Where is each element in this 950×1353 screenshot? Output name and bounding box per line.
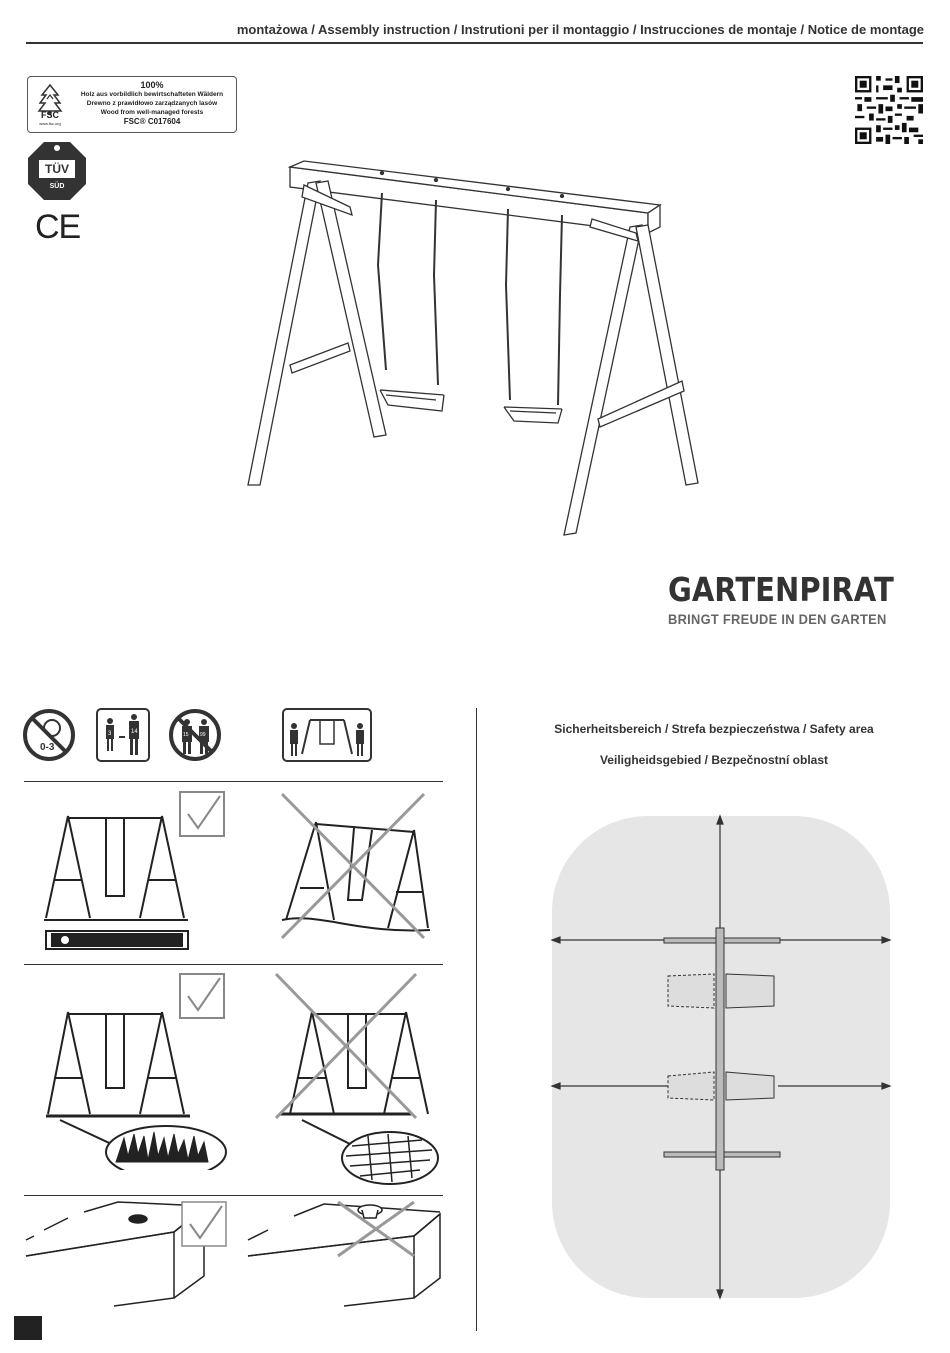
fsc-text [72,81,232,126]
age-range-3-14-icon [96,708,150,762]
header-divider [26,42,923,44]
qr-code-icon [855,76,923,144]
fsc-label [27,76,237,133]
fsc-percent: 100% [140,80,164,90]
adult-supervision-icon [282,708,372,762]
section-divider [24,964,443,965]
ce-mark: CE [35,208,81,246]
no-children-under-3-icon [22,708,76,762]
max-age-label: 14 [131,729,138,735]
forbidden-max-age: 99 [200,732,206,738]
safety-area-diagram [548,812,894,1302]
fsc-logo-url: www.fsc.org [39,121,61,126]
fsc-line-pl: Drewno z prawidłowo zarządzanych lasów [86,100,218,107]
age-restriction-label: 0-3 [40,742,55,753]
header-title: montażowa / Assembly instruction / Instrutioni per il montaggio / Instrucciones de montaje / Notice de montage [236,22,924,37]
brand-name: GARTENPIRAT [668,570,894,609]
column-divider [476,708,477,1331]
page-number-marker [14,1316,42,1340]
incorrect-anchor-depth-figure [244,1198,444,1310]
safety-area-title: Sicherheitsbereich / Strefa bezpieczeństwa / Safety area [554,722,874,736]
forbidden-min-age: 15 [183,732,189,738]
fsc-code: FSC® C017604 [123,117,181,126]
tuv-sub: SÜD [49,183,65,190]
swing-set-illustration [240,155,710,545]
tuv-badge-icon [26,140,88,202]
correct-grass-surface-figure [40,970,230,1170]
correct-level-installation-figure [40,788,230,954]
fsc-line-en: Wood from well-managed forests [100,109,204,116]
incorrect-uneven-installation-figure [278,788,438,948]
fsc-logo-label: FSC [41,110,59,120]
no-adults-icon [168,708,222,762]
brand-tagline: BRINGT FREUDE IN DEN GARTEN [668,611,887,627]
section-divider [24,781,443,782]
brand-block [668,570,925,627]
tuv-label: TÜV [45,162,69,176]
min-age-label: 3 [108,731,112,737]
correct-anchor-depth-figure [24,1198,234,1310]
safety-area-subtitle: Veiligheidsgebied / Bezpečnostní oblast [599,753,829,767]
incorrect-paved-surface-figure [272,970,442,1190]
section-divider [24,1195,443,1196]
fsc-line-de: Holz aus vorbildlich bewirtschafteten Wäldern [80,91,224,98]
